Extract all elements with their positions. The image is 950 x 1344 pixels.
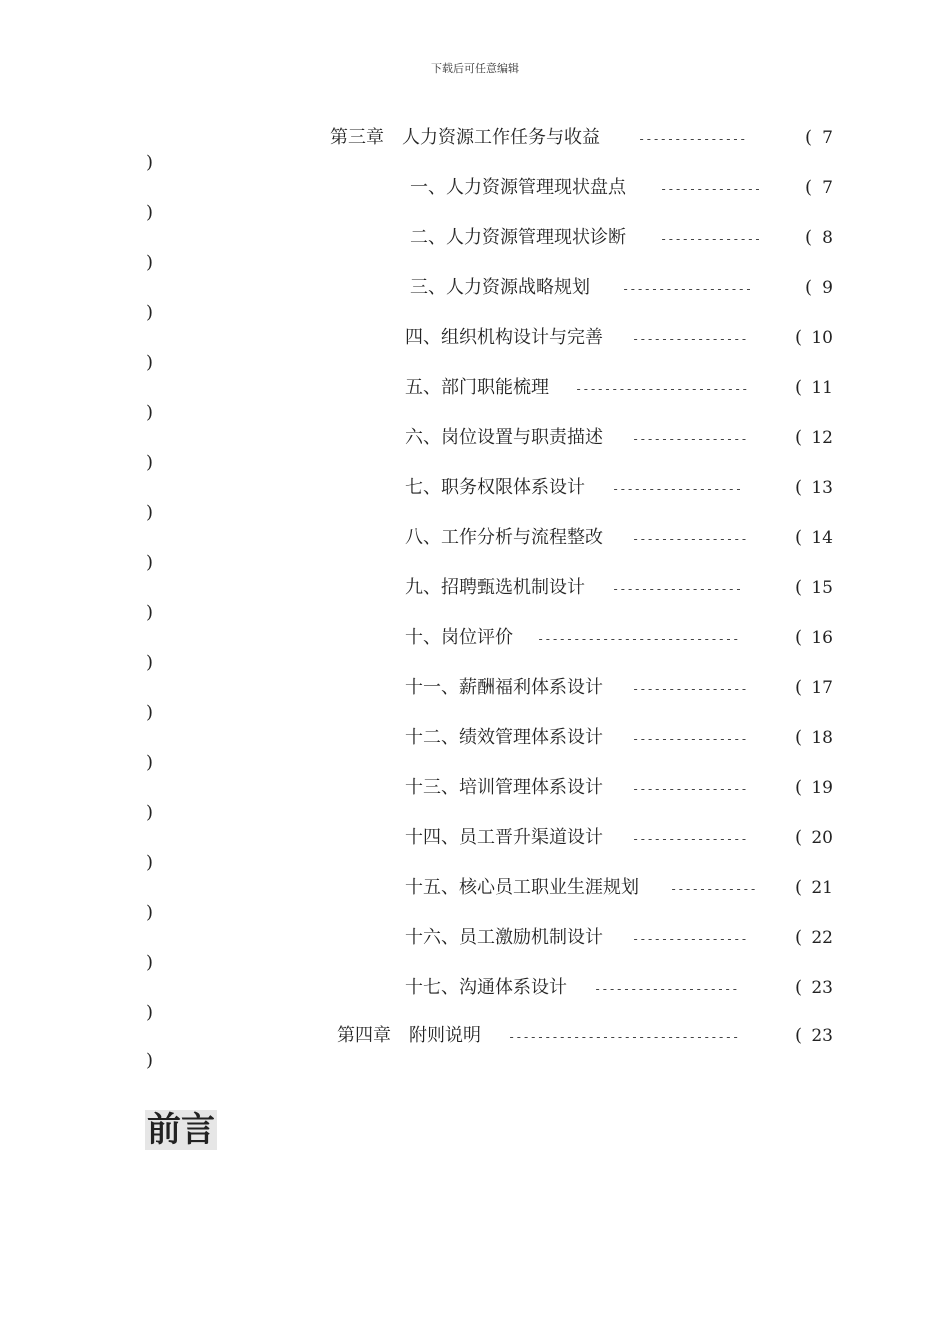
- toc-entry-title: 八、工作分析与流程整改: [405, 527, 603, 548]
- toc-entry[interactable]: [0, 674, 950, 702]
- toc-leader-dashes: --------------: [660, 182, 762, 196]
- toc-close-paren: ): [146, 602, 154, 623]
- toc-entry-title: 十四、员工晋升渠道设计: [405, 827, 603, 848]
- toc-open-paren: (: [805, 227, 813, 248]
- toc-open-paren: (: [795, 377, 803, 398]
- toc-page-number: 23: [811, 978, 833, 998]
- toc-leader-dashes: --------------: [660, 232, 762, 246]
- toc-entry[interactable]: [0, 624, 950, 652]
- toc-open-paren: (: [795, 627, 803, 648]
- toc-entry[interactable]: [0, 524, 950, 552]
- toc-open-paren: (: [805, 277, 813, 298]
- toc-close-paren: ): [146, 702, 154, 723]
- toc-page-number: 23: [811, 1026, 833, 1046]
- toc-entry-title: 十六、员工激励机制设计: [405, 927, 603, 948]
- toc-entry[interactable]: [0, 474, 950, 502]
- toc-leader-dashes: ----------------: [632, 682, 748, 696]
- toc-close-paren: ): [146, 752, 154, 773]
- toc-page-number: 13: [811, 478, 833, 498]
- toc-leader-dashes: --------------------: [594, 982, 739, 996]
- toc-close-paren: ): [146, 152, 154, 173]
- toc-entry[interactable]: [0, 574, 950, 602]
- toc-open-paren: (: [795, 677, 803, 698]
- toc-entry-title: 一、人力资源管理现状盘点: [410, 177, 626, 198]
- toc-entry[interactable]: [0, 774, 950, 802]
- toc-leader-dashes: ------------------------: [575, 382, 749, 396]
- toc-entry[interactable]: [0, 974, 950, 1002]
- toc-leader-dashes: --------------------------------: [508, 1030, 740, 1044]
- toc-close-paren: ): [146, 552, 154, 573]
- toc-close-paren: ): [146, 1002, 154, 1023]
- toc-entry[interactable]: [0, 424, 950, 452]
- toc-page-number: 7: [822, 178, 833, 198]
- toc-entry-title: 第四章 附则说明: [337, 1025, 481, 1046]
- toc-entry-title: 七、职务权限体系设计: [405, 477, 585, 498]
- toc-entry[interactable]: [0, 1022, 950, 1050]
- toc-open-paren: (: [795, 327, 803, 348]
- toc-close-paren: ): [146, 202, 154, 223]
- toc-leader-dashes: ------------------: [612, 582, 743, 596]
- toc-leader-dashes: ----------------: [632, 782, 748, 796]
- toc-entry-title: 十五、核心员工职业生涯规划: [405, 877, 639, 898]
- toc-entry-title: 六、岗位设置与职责描述: [405, 427, 603, 448]
- toc-page-number: 11: [811, 378, 833, 398]
- toc-open-paren: (: [795, 777, 803, 798]
- toc-close-paren: ): [146, 302, 154, 323]
- toc-open-paren: (: [795, 827, 803, 848]
- toc-entry[interactable]: [0, 924, 950, 952]
- toc-page-number: 14: [811, 528, 833, 548]
- toc-close-paren: ): [146, 252, 154, 273]
- toc-entry-title: 三、人力资源战略规划: [410, 277, 590, 298]
- toc-entry[interactable]: [0, 724, 950, 752]
- toc-entry[interactable]: [0, 824, 950, 852]
- toc-leader-dashes: ----------------: [632, 932, 748, 946]
- toc-close-paren: ): [146, 852, 154, 873]
- toc-close-paren: ): [146, 452, 154, 473]
- toc-page-number: 16: [811, 628, 833, 648]
- toc-leader-dashes: ----------------: [632, 832, 748, 846]
- toc-entry[interactable]: [0, 324, 950, 352]
- toc-page-number: 8: [822, 228, 833, 248]
- toc-entry[interactable]: [0, 124, 950, 152]
- toc-page-number: 15: [811, 578, 833, 598]
- toc-entry[interactable]: [0, 174, 950, 202]
- toc-close-paren: ): [146, 952, 154, 973]
- toc-close-paren: ): [146, 902, 154, 923]
- page-header: 下载后可任意编辑: [431, 62, 519, 75]
- section-heading: 前言: [147, 1110, 215, 1150]
- toc-page-number: 9: [822, 278, 833, 298]
- toc-close-paren: ): [146, 652, 154, 673]
- toc-leader-dashes: ------------------: [622, 282, 753, 296]
- toc-page-number: 21: [811, 878, 833, 898]
- toc-open-paren: (: [795, 877, 803, 898]
- toc-entry-title: 五、部门职能梳理: [405, 377, 549, 398]
- toc-page-number: 10: [811, 328, 833, 348]
- toc-close-paren: ): [146, 1050, 154, 1071]
- toc-close-paren: ): [146, 352, 154, 373]
- toc-close-paren: ): [146, 802, 154, 823]
- toc-page-number: 7: [822, 128, 833, 148]
- toc-page-number: 18: [811, 728, 833, 748]
- toc-entry-title: 四、组织机构设计与完善: [405, 327, 603, 348]
- toc-open-paren: (: [795, 427, 803, 448]
- toc-page-number: 12: [811, 428, 833, 448]
- toc-page-number: 17: [811, 678, 833, 698]
- toc-entry-title: 十三、培训管理体系设计: [405, 777, 603, 798]
- toc-entry-title: 十一、薪酬福利体系设计: [405, 677, 603, 698]
- toc-leader-dashes: ------------------: [612, 482, 743, 496]
- toc-open-paren: (: [795, 977, 803, 998]
- toc-open-paren: (: [795, 527, 803, 548]
- toc-leader-dashes: ----------------: [632, 332, 748, 346]
- toc-open-paren: (: [805, 127, 813, 148]
- toc-entry-title: 十二、绩效管理体系设计: [405, 727, 603, 748]
- toc-page-number: 22: [811, 928, 833, 948]
- toc-open-paren: (: [805, 177, 813, 198]
- toc-open-paren: (: [795, 727, 803, 748]
- toc-leader-dashes: ---------------: [638, 132, 747, 146]
- toc-entry-title: 十、岗位评价: [405, 627, 513, 648]
- toc-entry[interactable]: [0, 874, 950, 902]
- toc-page-number: 19: [811, 778, 833, 798]
- toc-leader-dashes: ----------------: [632, 532, 748, 546]
- toc-open-paren: (: [795, 1025, 803, 1046]
- toc-entry[interactable]: [0, 374, 950, 402]
- toc-leader-dashes: ----------------: [632, 732, 748, 746]
- toc-entry-title: 十七、沟通体系设计: [405, 977, 567, 998]
- toc-open-paren: (: [795, 477, 803, 498]
- toc-entry-title: 二、人力资源管理现状诊断: [410, 227, 626, 248]
- toc-leader-dashes: ------------: [670, 882, 757, 896]
- toc-entry-title: 九、招聘甄选机制设计: [405, 577, 585, 598]
- toc-leader-dashes: ----------------------------: [537, 632, 740, 646]
- toc-entry[interactable]: [0, 224, 950, 252]
- toc-open-paren: (: [795, 927, 803, 948]
- toc-close-paren: ): [146, 402, 154, 423]
- toc-page-number: 20: [811, 828, 833, 848]
- toc-close-paren: ): [146, 502, 154, 523]
- toc-entry-title: 第三章 人力资源工作任务与收益: [330, 127, 600, 148]
- toc-open-paren: (: [795, 577, 803, 598]
- toc-leader-dashes: ----------------: [632, 432, 748, 446]
- toc-entry[interactable]: [0, 274, 950, 302]
